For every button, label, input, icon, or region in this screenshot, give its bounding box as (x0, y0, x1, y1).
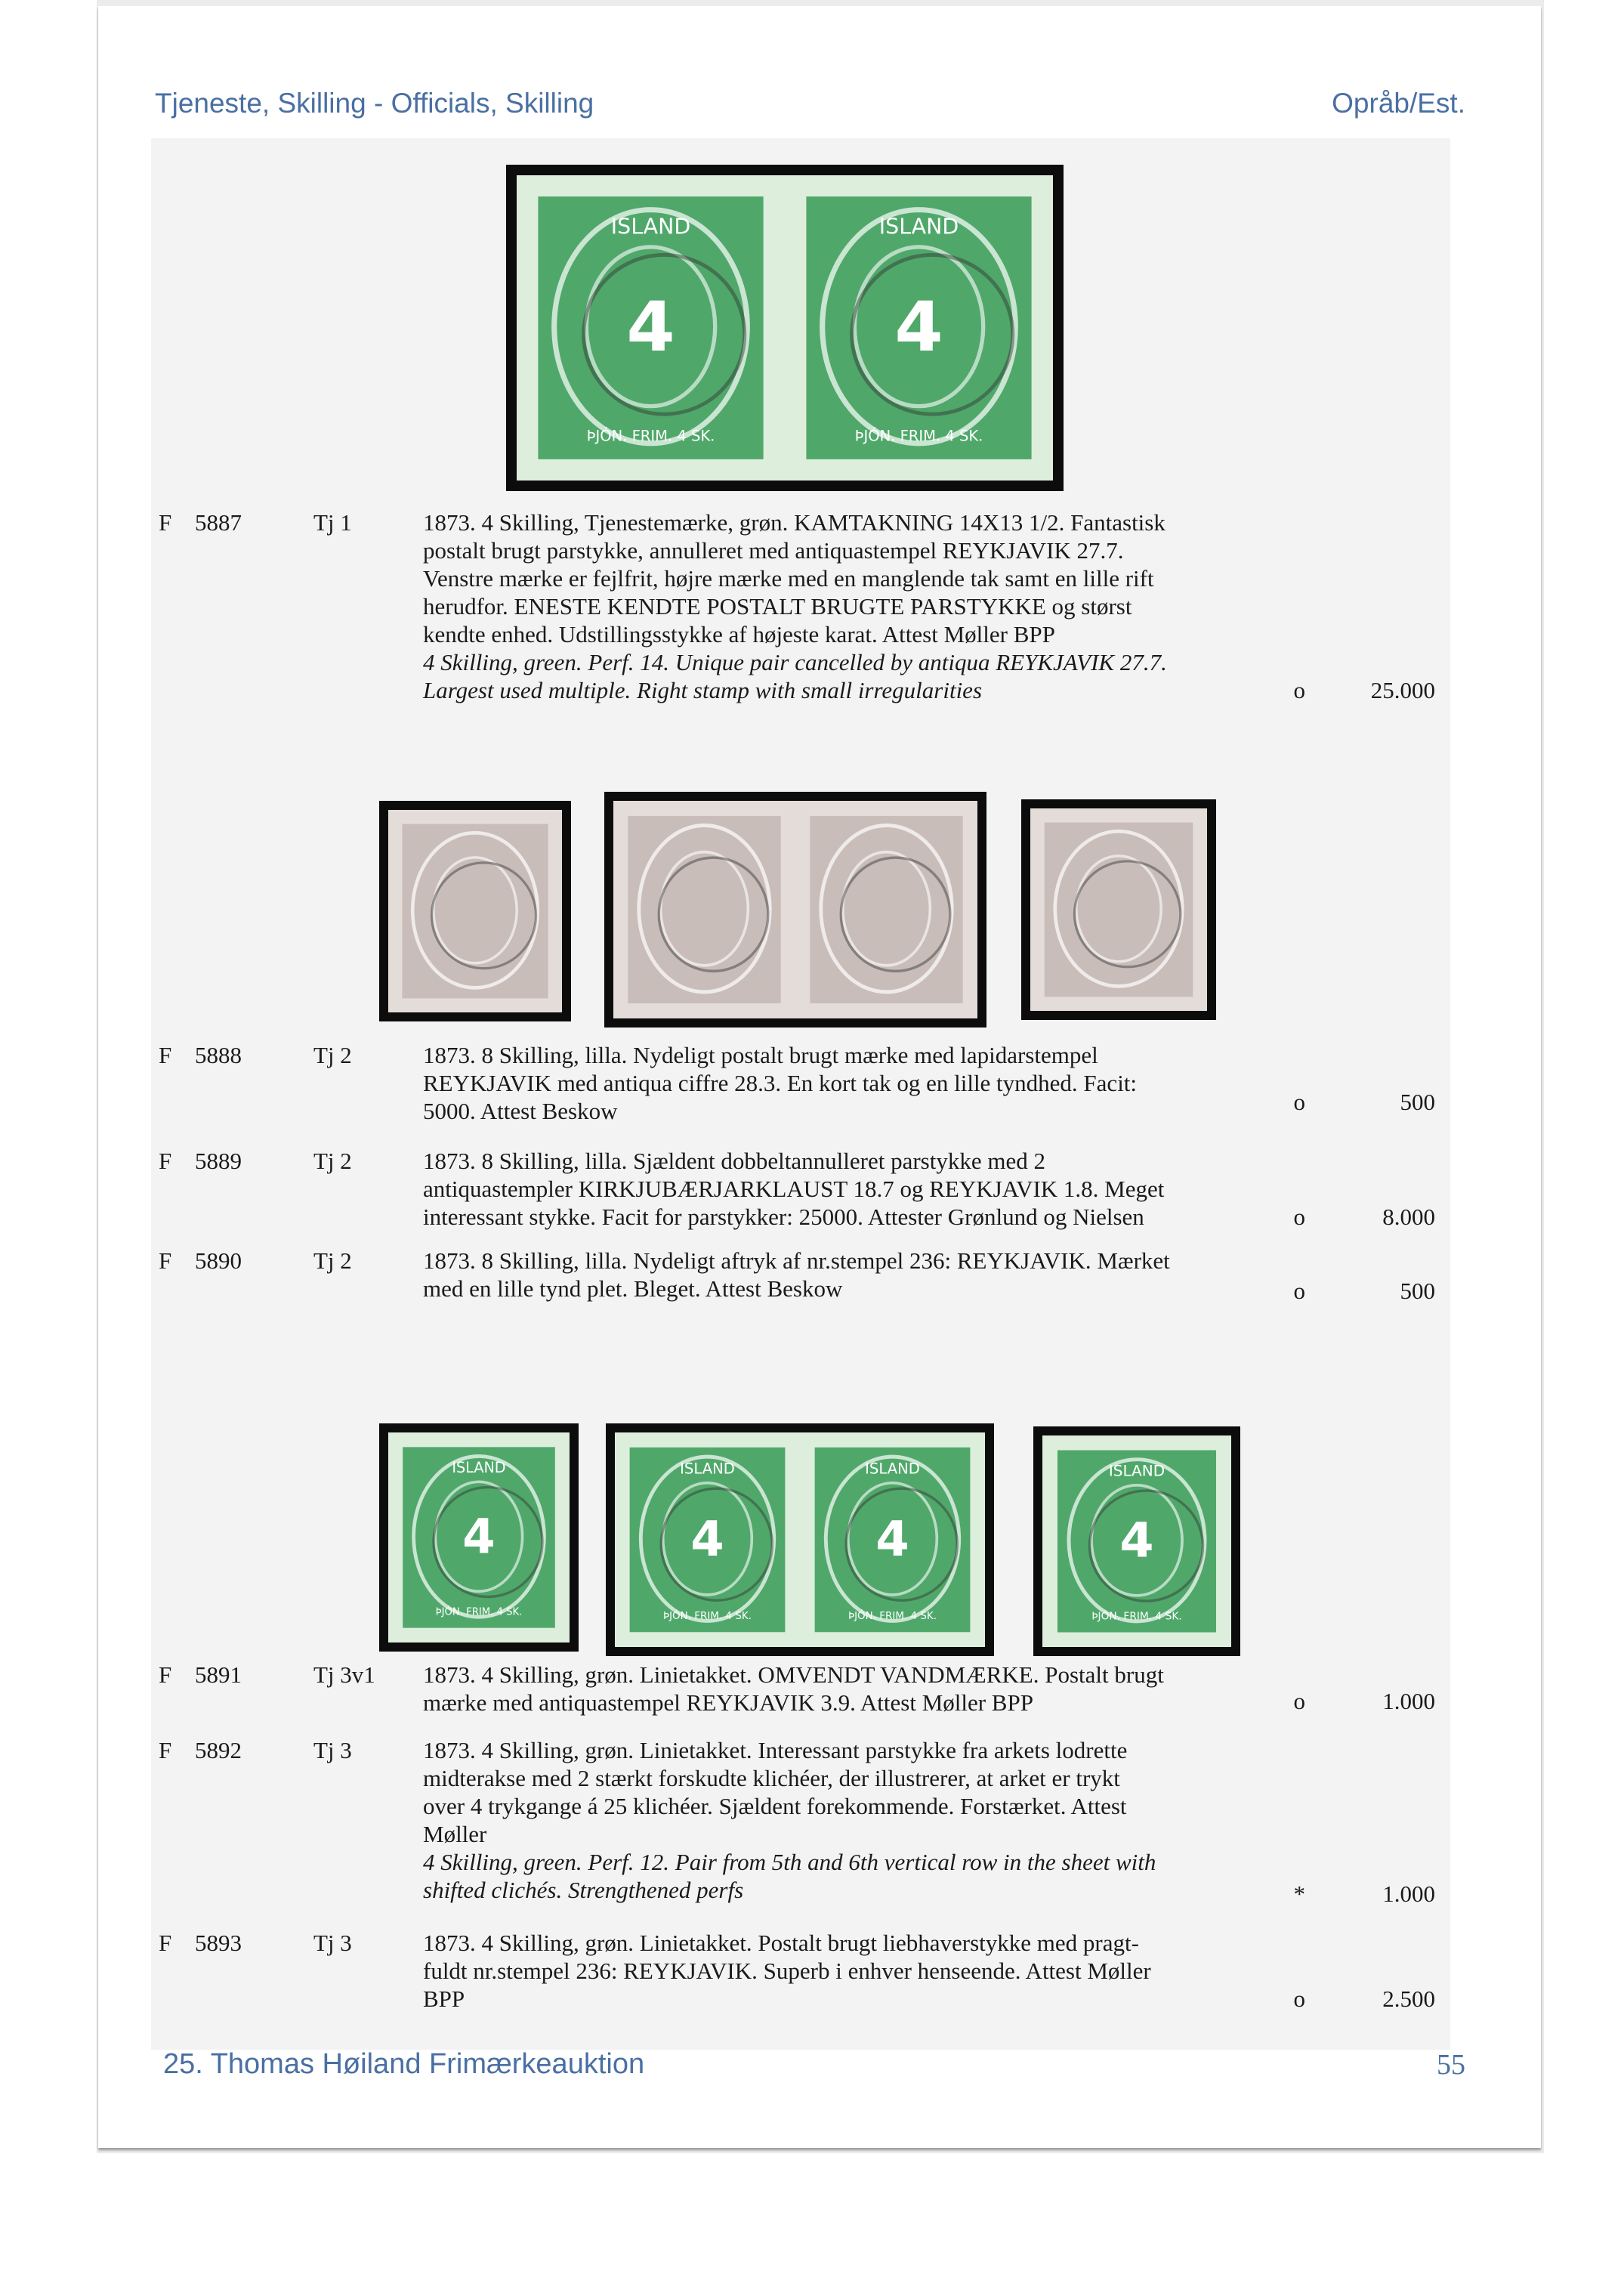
green-stamp-numeral-cancel (1042, 1435, 1231, 1647)
estimate: 2.500 (1382, 1986, 1435, 2012)
lot-prefix: F (159, 1930, 172, 1956)
lot-description: 1873. 4 Skilling, Tjenestemærke, grøn. KAMTAKNING 14X13 1/2. Fantastisk postalt brugt parstykke, annulleret med antiquastempel REYKJAVIK 27.7. Venstre mærke er fejlfrit, højre mærke med en manglende tak samt en lille rift herudfor. ENESTE KENDTE POSTALT BRUGTE PARSTYKKE og størst kendte enhed. Udstillingsstykke af højeste karat. Attest Møller BPP 4 Skilling, green. Perf. 14. Unique pair cancelled by antiqua REYKJAVIK 27.7. Largest used multiple. Right stamp with small irregularities (423, 508, 1269, 704)
green-stamp-pair-right (800, 1432, 985, 1647)
stamp-country-text: ISLAND (452, 1459, 506, 1477)
english-description: 4 Skilling, green. Perf. 12. Pair from 5th and 6th vertical row in the sheet with (423, 1849, 1156, 1875)
stamp-value-text: 4 (626, 286, 675, 367)
stamp-design-green (785, 175, 1053, 481)
lot-description: 1873. 8 Skilling, lilla. Sjældent dobbeltannulleret parstykke med 2 antiquastempler KIRKJUBÆRJARKLAUST 18.7 og REYKJAVIK 1.8. Meget interessant stykke. Facit for parstykker: 25000. Attester Grønlund og Nielsen (423, 1148, 1165, 1230)
catalogue-number: Tj 3 (313, 1737, 352, 1763)
footer-auction-title: 25. Thomas Høiland Frimærkeauktion (163, 2048, 645, 2080)
lot-5889-image (604, 792, 986, 1028)
green-stamp-left (517, 175, 785, 481)
stamp-bottom-text: ÞJÓN. FRIM. 4 SK. (848, 1609, 937, 1622)
section-title: Tjeneste, Skilling - Officials, Skilling (155, 88, 594, 119)
stamp-value-text: 4 (690, 1511, 724, 1568)
estimate: 25.000 (1370, 677, 1435, 703)
lilac-stamp-left (613, 801, 795, 1018)
lot-5887-image (506, 165, 1064, 491)
condition-symbol: * (1293, 1880, 1305, 1907)
lilac-stamp-numeral-cancel (1030, 808, 1207, 1011)
stamp-bottom-text: ÞJÓN. FRIM. 4 SK. (435, 1606, 523, 1618)
stamp-country-text: ISLAND (1108, 1462, 1166, 1480)
condition-symbol: o (1293, 677, 1305, 703)
lot-number: 5887 (195, 509, 242, 536)
stamp-design-green (800, 1432, 985, 1647)
stamp-bottom-text: ÞJÓN. FRIM. 4 SK. (854, 427, 983, 445)
stamp-design-green (615, 1432, 800, 1647)
lot-5893-image (1033, 1426, 1240, 1656)
stamp-country-text: ISLAND (865, 1460, 920, 1478)
stamp-design-green (1042, 1435, 1231, 1647)
lot-5888-image (379, 801, 571, 1021)
stamp-design-lilac (388, 810, 562, 1012)
english-description: 4 Skilling, green. Perf. 14. Unique pair cancelled by antiqua REYKJAVIK 27.7. (423, 649, 1167, 675)
lot-number: 5888 (195, 1042, 242, 1068)
green-stamp-right (785, 175, 1053, 481)
stamp-value-text: 4 (1119, 1513, 1154, 1569)
lot-prefix: F (159, 1661, 172, 1688)
lot-prefix: F (159, 1247, 172, 1274)
catalogue-number: Tj 2 (313, 1148, 352, 1174)
catalogue-number: Tj 2 (313, 1247, 352, 1274)
lot-description: 1873. 4 Skilling, grøn. Linietakket. Postalt brugt liebhaverstykke med pragt- fuldt nr.stempel 236: REYKJAVIK. Superb i enhver henseende. Attest Møller BPP (423, 1930, 1151, 2012)
stamp-design-green (388, 1432, 570, 1642)
catalogue-page (98, 6, 1541, 2148)
english-description: shifted clichés. Strengthened perfs (423, 1877, 744, 1903)
stamp-value-text: 4 (894, 286, 943, 367)
estimate-column-header: Opråb/Est. (1332, 88, 1465, 119)
lot-description: 1873. 8 Skilling, lilla. Nydeligt aftryk af nr.stempel 236: REYKJAVIK. Mærket med en lille tynd plet. Bleget. Attest Beskow (423, 1247, 1170, 1302)
stamp-design-lilac (613, 801, 795, 1018)
lot-description: 1873. 4 Skilling, grøn. Linietakket. Interessant parstykke fra arkets lodrette midterakse med 2 stærkt forskudte klichéer, der illustrerer, at arket er trykt over 4 trykgange á 25 klichéer. Sjældent forekommende. Forstærket. Attest Møller 4 Skilling, green. Perf. 12. Pair from 5th and 6th vertical row in the sheet with shifted clichés. Strengthened perfs (423, 1736, 1269, 1904)
lot-5891-image (379, 1423, 579, 1652)
stamp-value-text: 4 (462, 1509, 496, 1565)
lot-prefix: F (159, 509, 172, 536)
lot-description: 1873. 4 Skilling, grøn. Linietakket. OMVENDT VANDMÆRKE. Postalt brugt mærke med antiquastempel REYKJAVIK 3.9. Attest Møller BPP (423, 1661, 1164, 1716)
lilac-stamp (388, 810, 562, 1012)
page-number: 55 (1437, 2049, 1465, 2081)
stamp-bottom-text: ÞJÓN. FRIM. 4 SK. (1091, 1610, 1182, 1623)
stamp-bottom-text: ÞJÓN. FRIM. 4 SK. (662, 1609, 752, 1622)
condition-symbol: o (1293, 1278, 1305, 1304)
lot-description: 1873. 8 Skilling, lilla. Nydeligt postalt brugt mærke med lapidarstempel REYKJAVIK med antiqua ciffre 28.3. En kort tak og en lille tyndhed. Facit: 5000. Attest Beskow (423, 1042, 1138, 1124)
stamp-design-green (517, 175, 785, 481)
estimate: 500 (1400, 1278, 1435, 1304)
green-stamp-inverted-watermark (388, 1432, 570, 1642)
lot-5890-image (1021, 799, 1216, 1020)
stamp-country-text: ISLAND (610, 214, 691, 239)
stamp-design-lilac (795, 801, 977, 1018)
catalogue-number: Tj 2 (313, 1042, 352, 1068)
stamp-value-text: 4 (875, 1511, 909, 1568)
stamp-bottom-text: ÞJÓN. FRIM. 4 SK. (586, 427, 715, 445)
catalogue-number: Tj 1 (313, 509, 352, 536)
estimate: 1.000 (1382, 1688, 1435, 1714)
lot-prefix: F (159, 1042, 172, 1068)
estimate: 500 (1400, 1089, 1435, 1115)
lot-prefix: F (159, 1737, 172, 1763)
condition-symbol: o (1293, 1089, 1305, 1115)
green-stamp-pair-left (615, 1432, 800, 1647)
estimate: 1.000 (1382, 1880, 1435, 1907)
lot-prefix: F (159, 1148, 172, 1174)
condition-symbol: o (1293, 1204, 1305, 1230)
stamp-country-text: ISLAND (680, 1460, 735, 1478)
condition-symbol: o (1293, 1986, 1305, 2012)
catalogue-number: Tj 3 (313, 1930, 352, 1956)
english-description: Largest used multiple. Right stamp with small irregularities (423, 677, 983, 703)
lot-number: 5892 (195, 1737, 242, 1763)
lot-number: 5891 (195, 1661, 242, 1688)
catalogue-number: Tj 3v1 (313, 1661, 375, 1688)
lot-number: 5893 (195, 1930, 242, 1956)
stamp-design-lilac (1030, 808, 1207, 1011)
estimate: 8.000 (1382, 1204, 1435, 1230)
lilac-stamp-right (795, 801, 977, 1018)
lot-number: 5890 (195, 1247, 242, 1274)
lot-5892-image (606, 1423, 994, 1656)
condition-symbol: o (1293, 1688, 1305, 1714)
stamp-country-text: ISLAND (878, 214, 959, 239)
lot-number: 5889 (195, 1148, 242, 1174)
